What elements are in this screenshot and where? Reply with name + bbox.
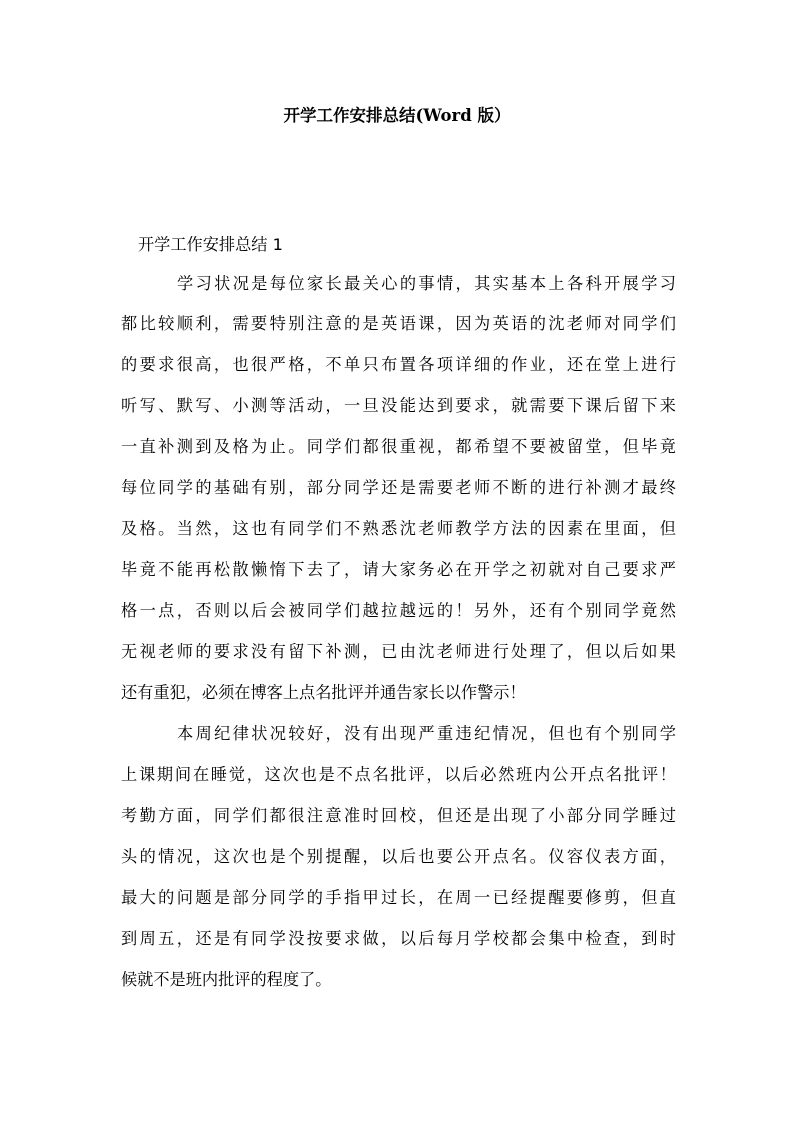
paragraph-line: 上课期间在睡觉，这次也是不点名批评，以后必然班内公开点名批评！ bbox=[121, 765, 676, 784]
paragraph-line: 还有重犯，必须在博客上点名批评并通告家长以作警示！ bbox=[121, 683, 526, 702]
paragraph-line: 无视老师的要求没有留下补测，已由沈老师进行处理了，但以后如果 bbox=[121, 642, 676, 661]
paragraph-line: 学习状况是每位家长最关心的事情，其实基本上各科开展学习 bbox=[177, 274, 676, 293]
paragraph-line: 最大的问题是部分同学的手指甲过长，在周一已经提醒要修剪，但直 bbox=[121, 888, 676, 907]
paragraph-line: 考勤方面，同学们都很注意准时回校，但还是出现了小部分同学睡过 bbox=[121, 806, 676, 825]
paragraph-line: 一直补测到及格为止。同学们都很重视，都希望不要被留堂，但毕竟 bbox=[121, 437, 676, 456]
paragraph-line: 本周纪律状况较好，没有出现严重违纪情况，但也有个别同学 bbox=[177, 724, 676, 743]
paragraph-line: 头的情况，这次也是个别提醒，以后也要公开点名。仪容仪表方面， bbox=[121, 847, 676, 866]
paragraph-line: 格一点，否则以后会被同学们越拉越远的！另外，还有个别同学竟然 bbox=[121, 601, 676, 620]
paragraph-line: 到周五，还是有同学没按要求做，以后每月学校都会集中检查，到时 bbox=[121, 929, 676, 948]
paragraph-line: 每位同学的基础有别，部分同学还是需要老师不断的进行补测才最终 bbox=[121, 478, 676, 497]
section-heading: 开学工作安排总结 1 bbox=[138, 235, 283, 254]
paragraph-line: 毕竟不能再松散懒惰下去了，请大家务必在开学之初就对自己要求严 bbox=[121, 560, 676, 579]
paragraph-line: 听写、默写、小测等活动，一旦没能达到要求，就需要下课后留下来 bbox=[121, 396, 676, 415]
paragraph-line: 及格。当然，这也有同学们不熟悉沈老师教学方法的因素在里面，但 bbox=[121, 519, 676, 538]
paragraph-line: 候就不是班内批评的程度了。 bbox=[121, 970, 332, 989]
document-title: 开学工作安排总结(Word 版） bbox=[283, 106, 511, 125]
paragraph-line: 都比较顺利，需要特别注意的是英语课，因为英语的沈老师对同学们 bbox=[121, 314, 676, 333]
paragraph-line: 的要求很高，也很严格，不单只布置各项详细的作业，还在堂上进行 bbox=[121, 355, 676, 374]
